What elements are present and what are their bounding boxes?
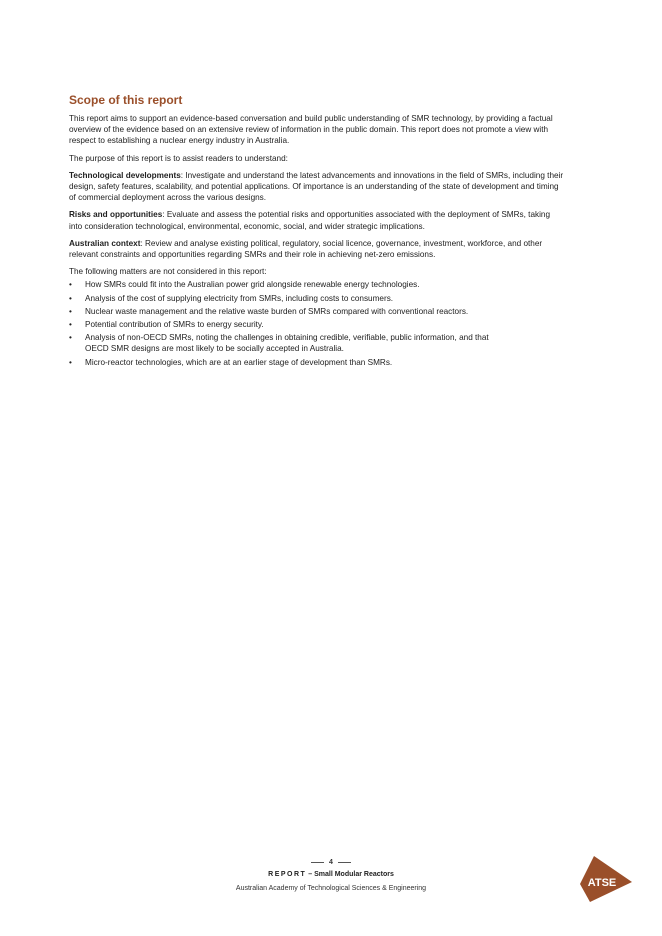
bullet-icon: • bbox=[69, 320, 72, 330]
point-risks bbox=[69, 209, 565, 231]
list-item-text: Analysis of non-OECD SMRs, noting the challenges in obtaining credible, verifiable, public information, and that OECD SMR designs are most likely to be socially accepted in Australia. bbox=[85, 333, 489, 354]
main-content bbox=[69, 92, 565, 370]
organisation-name: Australian Academy of Technological Sciences & Engineering bbox=[235, 885, 427, 892]
section-heading: Scope of this report bbox=[69, 93, 183, 107]
intro-paragraph: This report aims to support an evidence-based conversation and build public understanding of SMR technology, by providing a factual overview of the evidence based on an extensive review of information in the public domain. This report does not promote a view with respect to establishing a nuclear energy industry in Australia. bbox=[69, 114, 553, 146]
page-number: 4 bbox=[329, 858, 333, 866]
purpose-paragraph: The purpose of this report is to assist readers to understand: bbox=[69, 153, 288, 163]
page-footer bbox=[0, 856, 662, 896]
point-australian bbox=[69, 238, 565, 260]
atse-logo-icon bbox=[580, 856, 632, 902]
not-considered-list bbox=[69, 279, 565, 367]
list-item bbox=[69, 293, 565, 304]
report-label: REPORT bbox=[268, 871, 307, 878]
footer-rule bbox=[311, 862, 324, 863]
point-text: : Review and analyse existing political, regulatory, social licence, governance, investment, workforce, and other relevant constraints and opportunities regarding SMRs and their role in achieving net-zero emissions. bbox=[69, 238, 543, 260]
bullet-icon: • bbox=[69, 357, 72, 367]
report-title-line bbox=[0, 871, 662, 882]
point-text: : Evaluate and assess the potential risks and opportunities associated with the deployment of SMRs, taking into consideration technological, environmental, economic, social, and wider strategic implications. bbox=[69, 210, 551, 231]
bullet-icon: • bbox=[69, 293, 72, 303]
list-item-text: How SMRs could fit into the Australian power grid alongside renewable energy technologies. bbox=[85, 280, 420, 290]
list-item bbox=[69, 357, 565, 368]
bullet-icon: • bbox=[69, 333, 72, 343]
list-item-text: Analysis of the cost of supplying electricity from SMRs, including costs to consumers. bbox=[85, 293, 394, 303]
logo-text: ATSE bbox=[587, 877, 617, 889]
page-number-row bbox=[0, 856, 662, 868]
point-term: Technological developments bbox=[69, 170, 181, 180]
list-item bbox=[69, 319, 565, 330]
list-item-text: Nuclear waste management and the relative waste burden of SMRs compared with conventional reactors. bbox=[85, 306, 469, 316]
point-term: Risks and opportunities bbox=[69, 210, 163, 220]
report-subtitle: – Small Modular Reactors bbox=[308, 871, 394, 878]
point-term: Australian context bbox=[69, 238, 141, 248]
list-item bbox=[69, 279, 565, 290]
bullet-icon: • bbox=[69, 306, 72, 316]
point-technological bbox=[69, 170, 565, 204]
not-considered-intro: The following matters are not considered in this report: bbox=[69, 267, 267, 277]
list-item-text: Micro-reactor technologies, which are at an earlier stage of development than SMRs. bbox=[85, 357, 393, 367]
list-item bbox=[69, 306, 565, 317]
point-text: : Investigate and understand the latest advancements and innovations in the field of SMRs, including their design, safety features, scalability, and potential applications. Of importance is an understanding of the state of development and timing of commercial deployment across the various designs. bbox=[69, 170, 564, 203]
list-item bbox=[69, 332, 565, 354]
footer-rule bbox=[338, 862, 351, 863]
bullet-icon: • bbox=[69, 280, 72, 290]
list-item-text: Potential contribution of SMRs to energy security. bbox=[85, 320, 264, 330]
